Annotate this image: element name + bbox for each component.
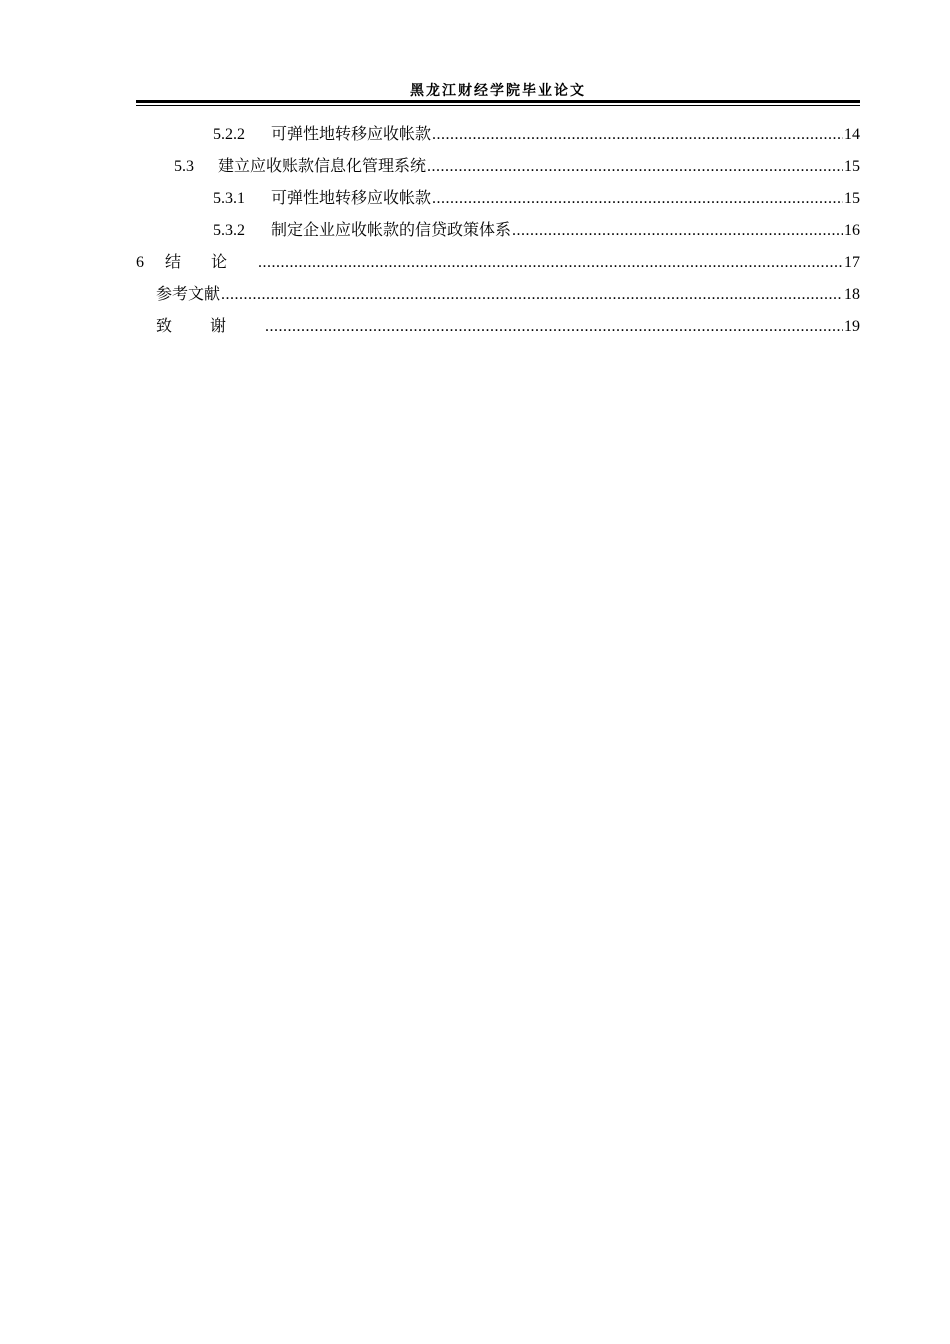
toc-entry-title: 结论 <box>165 252 258 271</box>
toc-entry-page: 17 <box>844 254 860 271</box>
toc-dot-leader <box>432 183 843 215</box>
toc-entry-title: 制定企业应收帐款的信贷政策体系 <box>271 220 512 239</box>
header-title: 黑龙江财经学院毕业论文 <box>410 83 586 99</box>
page-header <box>136 78 860 104</box>
toc-entry-acknowledgements[interactable] <box>136 310 860 342</box>
toc-dot-leader <box>512 215 843 247</box>
toc-entry-title: 可弹性地转移应收帐款 <box>271 124 432 143</box>
toc-entry-page: 15 <box>844 190 860 207</box>
toc-dot-leader <box>221 279 843 311</box>
toc-entry-6[interactable] <box>136 246 860 278</box>
table-of-contents <box>136 118 860 342</box>
toc-entry-page: 16 <box>844 222 860 239</box>
toc-entry-title: 致谢 <box>156 316 265 335</box>
toc-entry-number: 5.3.1 <box>213 190 245 207</box>
toc-entry-5-3-2[interactable] <box>136 214 860 246</box>
toc-entry-title: 参考文献 <box>156 284 221 303</box>
toc-entry-number: 5.3 <box>174 158 194 175</box>
header-rule-thin <box>136 105 860 106</box>
toc-dot-leader <box>258 247 843 279</box>
toc-entry-page: 14 <box>844 126 860 143</box>
toc-dot-leader <box>265 311 843 343</box>
toc-dot-leader <box>432 119 843 151</box>
toc-entry-title: 可弹性地转移应收帐款 <box>271 188 432 207</box>
toc-entry-page: 15 <box>844 158 860 175</box>
toc-entry-5-2-2[interactable] <box>136 118 860 150</box>
toc-dot-leader <box>427 151 843 183</box>
toc-entry-number: 6 <box>136 254 144 271</box>
toc-entry-number: 5.2.2 <box>213 126 245 143</box>
toc-entry-number: 5.3.2 <box>213 222 245 239</box>
toc-entry-references[interactable] <box>136 278 860 310</box>
toc-entry-5-3[interactable] <box>136 150 860 182</box>
toc-entry-title: 建立应收账款信息化管理系统 <box>218 156 427 175</box>
toc-entry-page: 19 <box>844 318 860 335</box>
toc-entry-5-3-1[interactable] <box>136 182 860 214</box>
toc-entry-page: 18 <box>844 286 860 303</box>
header-rule-thick <box>136 100 860 103</box>
